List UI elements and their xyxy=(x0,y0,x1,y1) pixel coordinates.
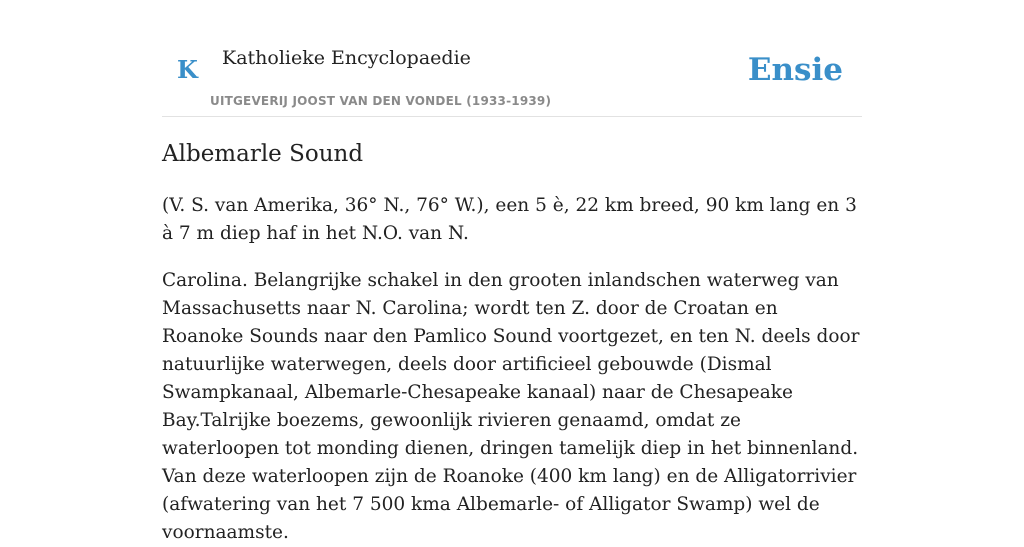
article-title: Albemarle Sound xyxy=(162,141,364,167)
article-paragraph-1: (V. S. van Amerika, 36° N., 76° W.), een 5 è, 22 km breed, 90 km lang en 3 à 7 m diep haf in het N.O. van N. xyxy=(162,195,857,244)
book-title[interactable]: Katholieke Encyclopaedie xyxy=(222,47,471,69)
article-paragraph-2: Carolina. Belangrijke schakel in den grooten inlandschen waterweg van Massachusetts naar N. Carolina; wordt ten Z. door de Croatan en Roanoke Sounds naar den Pamlico Sound voortgezet, en ten N. deels door natuurlijke waterwegen, deels door artificieel gebouwde (Dismal Swampkanaal, Albemarle-Chesapeake kanaal) naar de Chesapeake Bay.Talrijke boezems, gewoonlijk rivieren genaamd, omdat ze waterloopen tot monding dienen, dringen tamelijk diep in het binnenland. Van deze waterloopen zijn de Roanoke (400 km lang) en de Alligatorrivier (afwatering van het 7 500 kma Albemarle- of Alligator Swamp) wel de voornaamste. xyxy=(162,270,860,543)
book-logo[interactable]: K xyxy=(177,55,198,84)
brand-logo-link[interactable]: Ensie xyxy=(747,52,843,88)
publisher-subtitle: UITGEVERIJ JOOST VAN DEN VONDEL (1933-1939) xyxy=(210,94,552,108)
site-header xyxy=(162,0,862,117)
